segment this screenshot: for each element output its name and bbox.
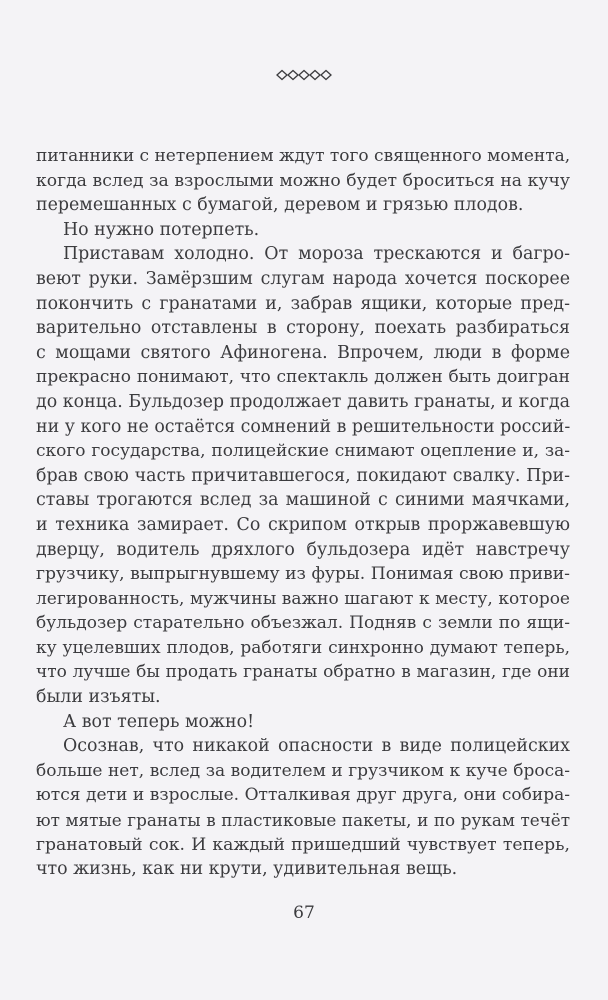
text-line: А вот теперь можно! <box>63 711 255 732</box>
text-line: прекрасно понимают, что спектакль должен быть доигран <box>36 367 570 388</box>
text-line: легированность, мужчины важно шагают к месту, которое <box>36 588 570 609</box>
page-number: 67 <box>293 903 315 923</box>
text-line: ни у кого не остаётся сомнений в решительности россий- <box>36 416 571 437</box>
text-line: варительно отставлены в сторону, поехать разбираться <box>36 318 570 339</box>
text-line: гранатовый сок. И каждый пришедший чувствует теперь, <box>36 834 570 855</box>
ornament-divider <box>0 66 608 85</box>
text-line: питанники с нетерпением ждут того священного момента, <box>36 146 571 166</box>
text-line: перемешанных с бумагой, деревом и грязью плодов. <box>36 195 524 216</box>
text-line: ются дети и взрослые. Отталкивая друг друга, они собира- <box>36 785 570 806</box>
text-line: когда вслед за взрослыми можно будет броситься на кучу <box>36 170 570 191</box>
text-line: и техника замирает. Со скрипом открыв проржавевшую <box>36 514 570 535</box>
text-line: Осознав, что никакой опасности в виде полицейских <box>63 736 570 757</box>
text-line: больше нет, вслед за водителем и грузчиком к куче броса- <box>36 760 570 781</box>
text-line: веют руки. Замёрзшим слугам народа хочется поскорее <box>36 268 570 289</box>
text-line: грузчику, выпрыгнувшему из фуры. Понимая свою приви- <box>36 564 570 585</box>
text-line: с мощами святого Афиногена. Впрочем, люди в форме <box>36 342 570 363</box>
text-line: Приставам холодно. От мороза трескаются и багро- <box>63 244 570 265</box>
text-line: что жизнь, как ни крути, удивительная вещь. <box>36 859 458 880</box>
text-line: до конца. Бульдозер продолжает давить гранаты, и когда <box>36 391 570 412</box>
text-line: ставы трогаются вслед за машиной с синими маячками, <box>36 490 570 511</box>
body-text <box>36 144 570 882</box>
text-line: бульдозер старательно объезжал. Подняв с земли по ящи- <box>36 613 570 634</box>
text-line: ку уцелевших плодов, работяги синхронно думают теперь, <box>36 637 570 658</box>
diamond-chain-ornament-icon <box>276 69 332 81</box>
text-line: что лучше бы продать гранаты обратно в магазин, где они <box>36 662 570 683</box>
text-line: дверцу, водитель дряхлого бульдозера идёт навстречу <box>36 539 570 560</box>
text-line: брав свою часть причитавшегося, покидают свалку. При- <box>36 465 570 486</box>
text-line: были изъяты. <box>36 687 161 708</box>
text-line: Но нужно потерпеть. <box>63 219 260 240</box>
text-line: покончить с гранатами и, забрав ящики, которые пред- <box>36 293 570 314</box>
text-line: ского государства, полицейские снимают оцепление и, за- <box>36 441 570 462</box>
text-line: ют мятые гранаты в пластиковые пакеты, и по рукам течёт <box>36 810 570 831</box>
